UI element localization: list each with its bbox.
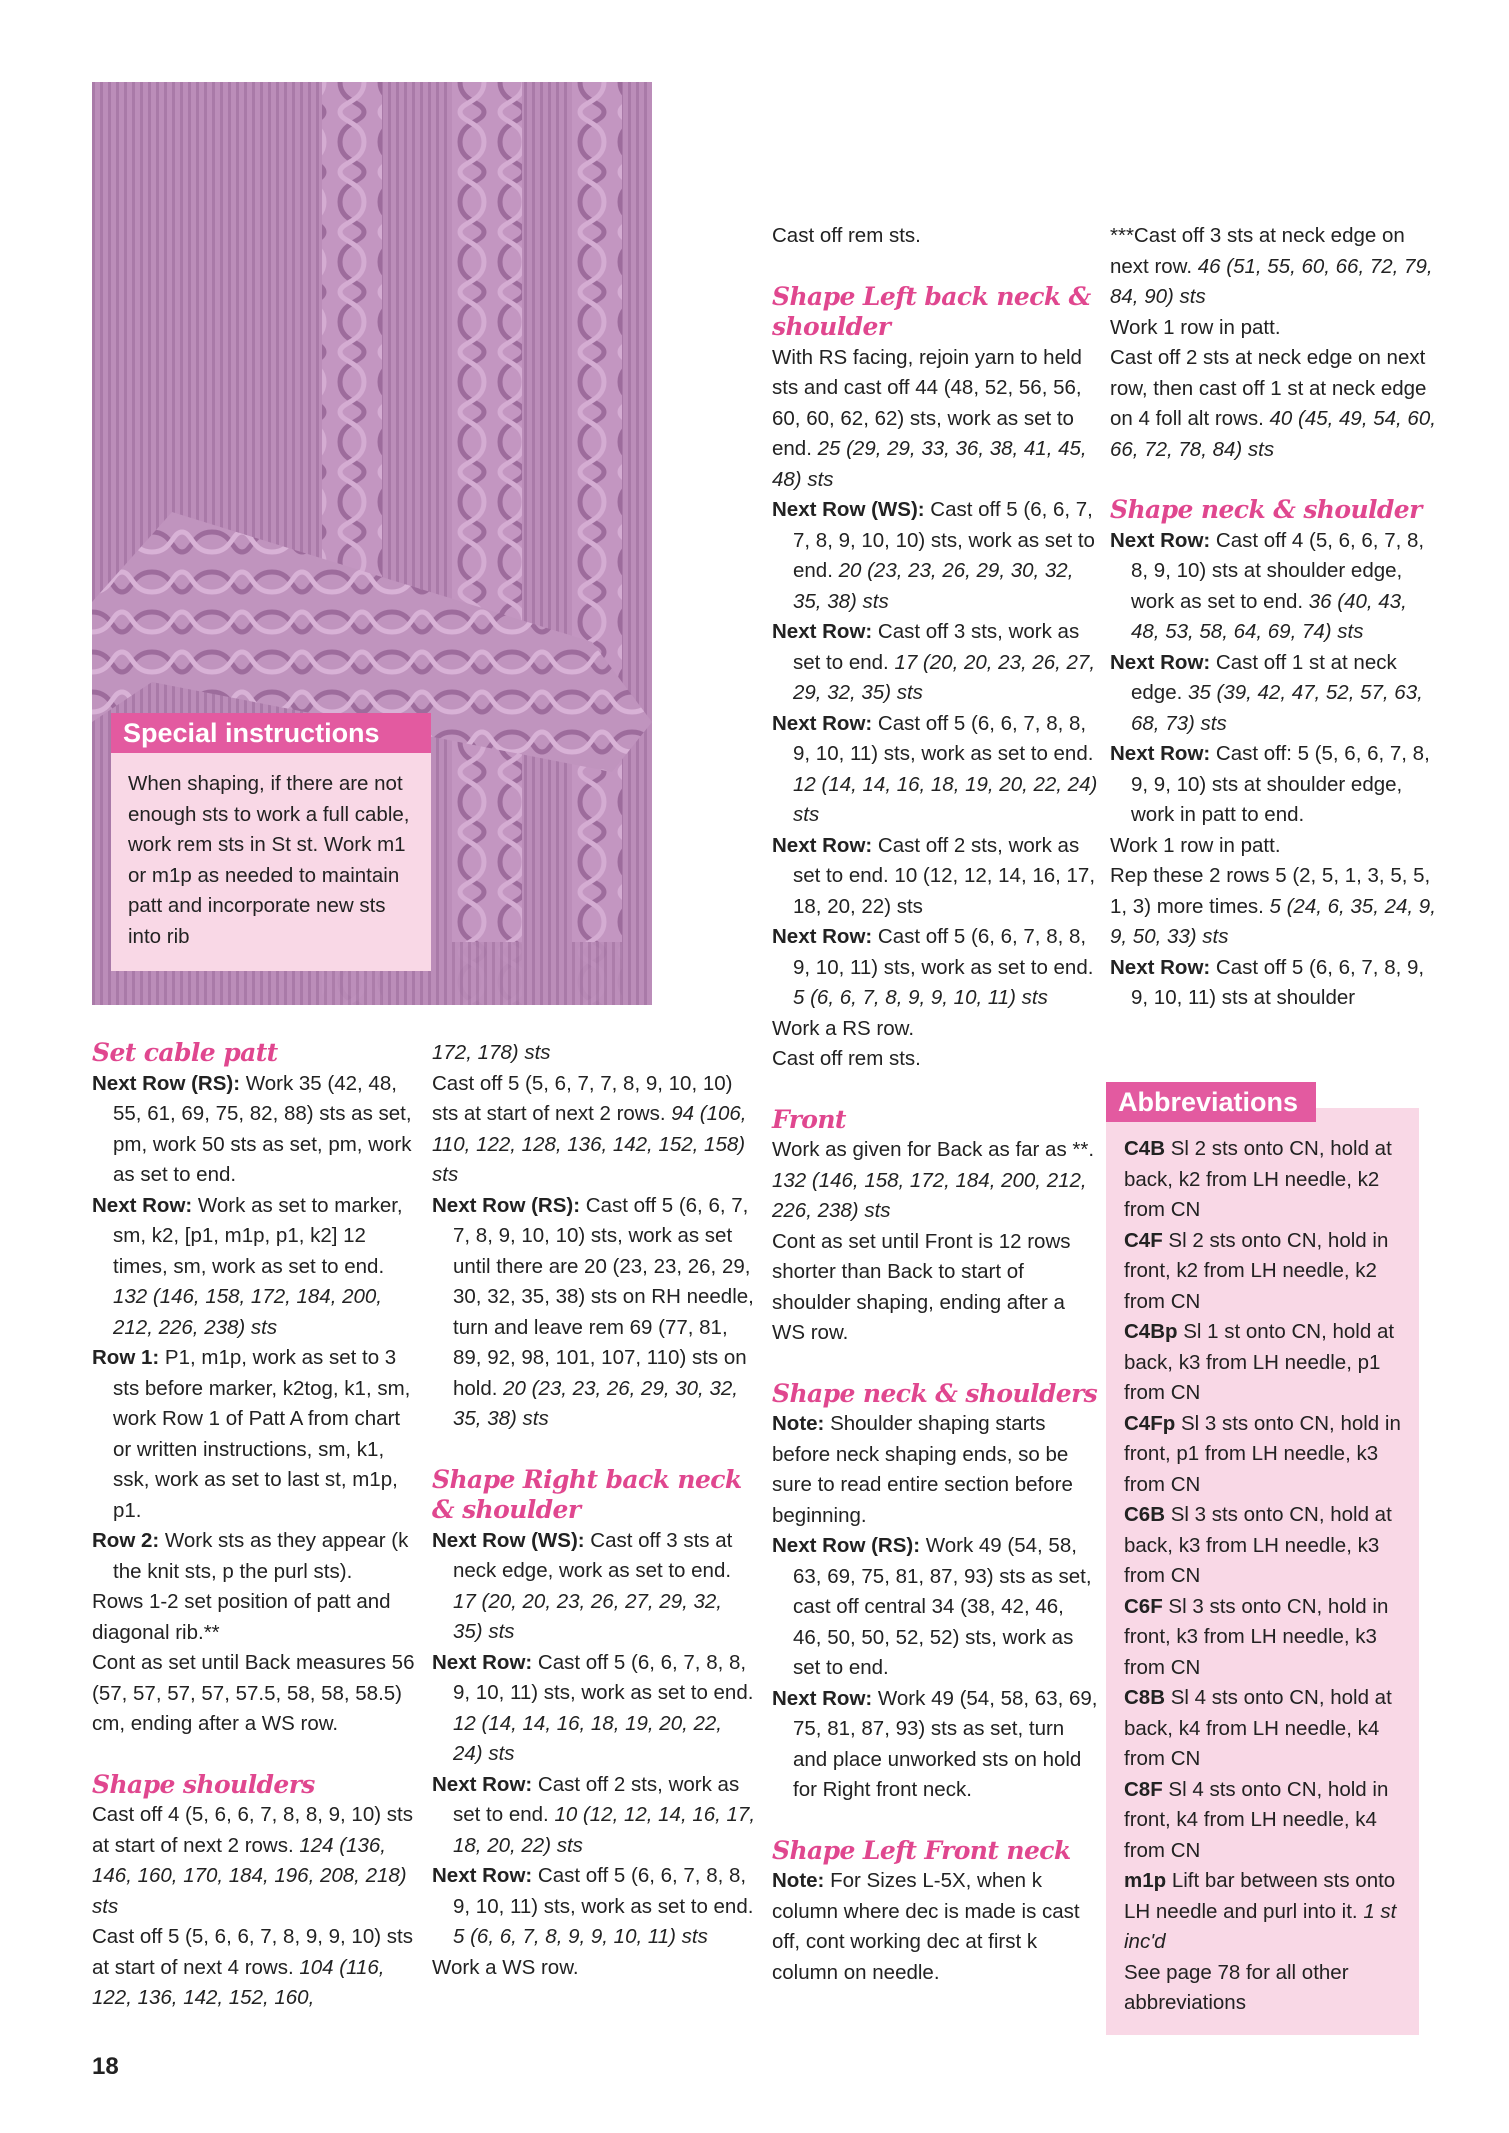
instruction-row: Next Row: Cast off 5 (6, 6, 7, 8, 8, 9, 10, 11) sts, work as set to end. 5 (6, 6, 7, 8, 9, 9, 10, 11) sts	[772, 925, 1094, 1009]
instruction-row: Next Row (RS): Work 49 (54, 58, 63, 69, 75, 81, 87, 93) sts as set, cast off central 34 (38, 42, 46, 46, 50, 50, 52, 52) sts, work as set to end.	[772, 1534, 1092, 1679]
heading-shape-neck-shoulders: Shape neck & shoulders	[772, 1378, 1098, 1408]
instruction-text: Cast off 4 (5, 6, 6, 7, 8, 8, 9, 10) sts at start of next 2 rows. 124 (136, 146, 160, 170, 184, 196, 208, 218) sts	[92, 1803, 413, 1918]
instruction-text: ***Cast off 3 sts at neck edge on next row. 46 (51, 55, 60, 66, 72, 79, 84, 90) sts	[1110, 224, 1433, 308]
instruction-text: Cast off 5 (5, 6, 6, 7, 8, 9, 9, 10) sts at start of next 4 rows. 104 (116, 122, 136, 142, 152, 160,	[92, 1925, 413, 2009]
abbreviation-item: C4Fp Sl 3 sts onto CN, hold in front, p1 from LH needle, k3 from CN	[1124, 1411, 1401, 1496]
abbreviation-item: C6B Sl 3 sts onto CN, hold at back, k3 from LH needle, k3 from CN	[1124, 1503, 1392, 1587]
column-2	[432, 1038, 757, 1983]
instruction-row: Row 1: P1, m1p, work as set to 3 sts before marker, k2tog, k1, sm, work Row 1 of Patt A from chart or written instructions, sm, k1, ssk, work as set to last st, m1p, p1.	[92, 1346, 411, 1522]
instruction-text: Work 1 row in patt.	[1110, 315, 1281, 339]
instruction-row: Next Row: Cast off 2 sts, work as set to end. 10 (12, 12, 14, 16, 17, 18, 20, 22) sts	[432, 1772, 756, 1857]
special-instructions-body: When shaping, if there are not enough sts to work a full cable, work rem sts in St st. Work m1 or m1p as needed to maintain patt and incorporate new sts into rib	[111, 753, 431, 971]
instruction-row: Next Row: Cast off 5 (6, 6, 7, 8, 9, 9, 10, 11) sts at shoulder	[1110, 955, 1425, 1009]
instruction-text: Cont as set until Back measures 56 (57, 57, 57, 57, 57.5, 58, 58, 58.5) cm, ending after a WS row.	[92, 1651, 415, 1735]
heading-shape-shoulders: Shape shoulders	[92, 1769, 315, 1799]
abbreviation-item: m1p Lift bar between sts onto LH needle and purl into it. 1 st inc'd	[1124, 1869, 1397, 1953]
column-4	[1110, 221, 1440, 1014]
abbreviation-item: C4Bp Sl 1 st onto CN, hold at back, k3 from LH needle, p1 from CN	[1124, 1320, 1395, 1404]
heading-shape-left-back-neck: Shape Left back neck & shoulder	[772, 281, 1091, 341]
instruction-row: Next Row (WS): Cast off 5 (6, 6, 7, 7, 8, 9, 10, 10) sts, work as set to end. 20 (23, 23, 26, 29, 30, 32, 35, 38) sts	[772, 498, 1095, 613]
abbreviation-item: C8B Sl 4 sts onto CN, hold at back, k4 from LH needle, k4 from CN	[1124, 1686, 1392, 1770]
instruction-text: With RS facing, rejoin yarn to held sts and cast off 44 (48, 52, 56, 56, 60, 60, 62, 62) sts, work as set to end. 25 (29, 29, 33, 36, 38, 41, 45, 48) sts	[772, 345, 1087, 491]
instruction-text: Work 1 row in patt.	[1110, 833, 1281, 857]
special-instructions-title: Special instructions	[111, 713, 431, 753]
instruction-row: Row 2: Work sts as they appear (k the knit sts, p the purl sts).	[92, 1529, 409, 1583]
instruction-row: Next Row: Cast off 4 (5, 6, 6, 7, 8, 8, 9, 10) sts at shoulder edge, work as set to end. 36 (40, 43, 48, 53, 58, 64, 69, 74) sts	[1110, 528, 1425, 643]
abbreviation-item: C8F Sl 4 sts onto CN, hold in front, k4 from LH needle, k4 from CN	[1124, 1777, 1389, 1862]
abbreviations-footer: See page 78 for all other abbreviations	[1124, 1960, 1349, 2014]
instruction-row: Next Row: Cast off 3 sts, work as set to end. 17 (20, 20, 23, 26, 27, 29, 32, 35) sts	[772, 620, 1096, 704]
heading-front: Front	[772, 1104, 846, 1134]
instruction-text: Work a RS row.	[772, 1016, 915, 1040]
instruction-text: Cast off rem sts.	[772, 224, 921, 247]
instruction-text: Cast off 2 sts at neck edge on next row, then cast off 1 st at neck edge on 4 foll alt rows. 40 (45, 49, 54, 60, 66, 72, 78, 84) sts	[1110, 346, 1436, 461]
instruction-text: Note: Shoulder shaping starts before neck shaping ends, so be sure to read entire section before beginning.	[772, 1412, 1073, 1527]
abbreviation-item: C6F Sl 3 sts onto CN, hold in front, k3 from LH needle, k3 from CN	[1124, 1594, 1389, 1679]
instruction-text: Rep these 2 rows 5 (2, 5, 1, 3, 5, 5, 1, 3) more times. 5 (24, 6, 35, 24, 9, 9, 50, 33) sts	[1110, 864, 1436, 948]
instruction-row: Next Row: Cast off 5 (6, 6, 7, 8, 8, 9, 10, 11) sts, work as set to end. 12 (14, 14, 16, 18, 19, 20, 22, 24) sts	[432, 1650, 754, 1765]
instruction-row: Next Row: Cast off 5 (6, 6, 7, 8, 8, 9, 10, 11) sts, work as set to end. 12 (14, 14, 16, 18, 19, 20, 22, 24) sts	[772, 711, 1098, 826]
instruction-row: Next Row (WS): Cast off 3 sts at neck edge, work as set to end. 17 (20, 20, 23, 26, 27, 29, 32, 35) sts	[432, 1528, 733, 1643]
instruction-row: Next Row: Cast off: 5 (5, 6, 6, 7, 8, 9, 9, 10) sts at shoulder edge, work in patt to end.	[1110, 742, 1430, 826]
column-3	[772, 221, 1098, 1988]
column-1	[92, 1038, 415, 2014]
instruction-text: Cast off rem sts.	[772, 1047, 921, 1070]
abbreviation-item: C4F Sl 2 sts onto CN, hold in front, k2 from LH needle, k2 from CN	[1124, 1228, 1389, 1313]
instruction-row: Next Row: Work as set to marker, sm, k2, [p1, m1p, p1, k2] 12 times, sm, work as set to end. 132 (146, 158, 172, 184, 200, 212, 226, 238) sts	[92, 1193, 403, 1339]
instruction-text: Note: For Sizes L-5X, when k column where dec is made is cast off, cont working dec at first k column on needle.	[772, 1869, 1080, 1984]
instruction-row: Next Row: Cast off 5 (6, 6, 7, 8, 8, 9, 10, 11) sts, work as set to end. 5 (6, 6, 7, 8, 9, 9, 10, 11) sts	[432, 1864, 754, 1948]
instruction-row: Next Row: Cast off 1 st at neck edge. 35 (39, 42, 47, 52, 57, 63, 68, 73) sts	[1110, 650, 1423, 735]
heading-shape-neck-shoulder: Shape neck & shoulder	[1110, 495, 1422, 524]
instruction-row: Next Row: Cast off 2 sts, work as set to end. 10 (12, 12, 14, 16, 17, 18, 20, 22) sts	[772, 833, 1096, 918]
instruction-text: Work a WS row.	[432, 1955, 579, 1979]
heading-set-cable-patt: Set cable patt	[92, 1038, 278, 1067]
instruction-row: Next Row: Work 49 (54, 58, 63, 69, 75, 81, 87, 93) sts as set, turn and place unworked sts on hold for Right front neck.	[772, 1686, 1098, 1801]
instruction-row: Next Row (RS): Work 35 (42, 48, 55, 61, 69, 75, 82, 88) sts as set, pm, work 50 sts as set, pm, work as set to end.	[92, 1071, 412, 1186]
instruction-text: Cast off 5 (5, 6, 7, 7, 8, 9, 10, 10) sts at start of next 2 rows. 94 (106, 110, 122, 128, 136, 142, 152, 158) sts	[432, 1071, 747, 1186]
instruction-text: Rows 1-2 set position of patt and diagonal rib.**	[92, 1590, 391, 1644]
page-number: 18	[92, 2053, 119, 2080]
heading-shape-right-back-neck: Shape Right back neck & shoulder	[432, 1464, 742, 1524]
instruction-text: Work as given for Back as far as **. 132 (146, 158, 172, 184, 200, 212, 226, 238) sts	[772, 1138, 1095, 1222]
instruction-row: Next Row (RS): Cast off 5 (6, 6, 7, 7, 8, 9, 10, 10) sts, work as set until there are 20 (23, 23, 26, 29, 30, 32, 35, 38) sts on RH needle, turn and leave rem 69 (77, 81, 89, 92, 98, 101, 107, 110) sts on hold. 20 (23, 23, 26, 29, 30, 32, 35, 38) sts	[432, 1193, 754, 1430]
abbreviation-item: C4B Sl 2 sts onto CN, hold at back, k2 from LH needle, k2 from CN	[1124, 1137, 1392, 1221]
abbreviations-title: Abbreviations	[1106, 1082, 1316, 1122]
abbreviations-box	[1106, 1108, 1419, 2035]
instruction-text: 172, 178) sts	[432, 1041, 551, 1064]
instruction-text: Cont as set until Front is 12 rows shorter than Back to start of shoulder shaping, ending after a WS row.	[772, 1229, 1071, 1344]
heading-shape-left-front-neck: Shape Left Front neck	[772, 1835, 1071, 1865]
